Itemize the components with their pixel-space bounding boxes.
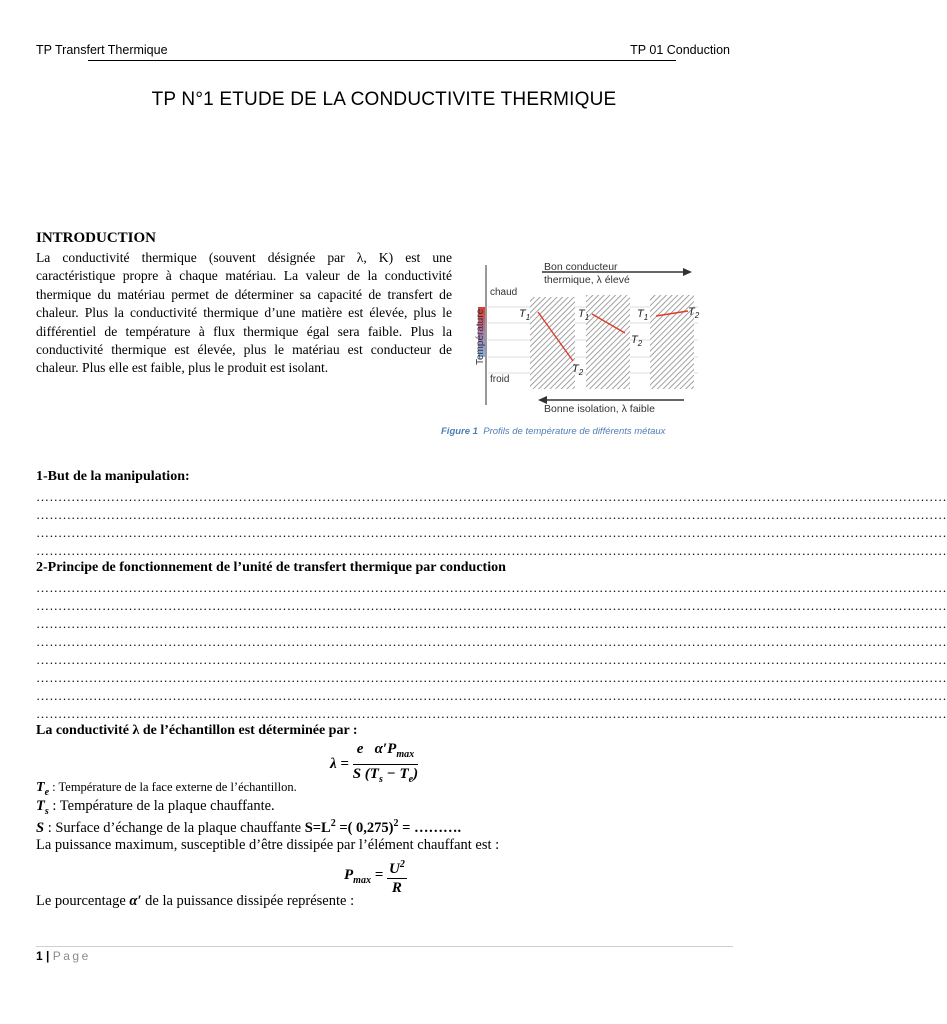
answer-line[interactable]: ………………………………………………………………………………………………………………………………………………………………………………………	[36, 507, 947, 522]
answer-line[interactable]: ………………………………………………………………………………………………………………………………………………………………………………………	[36, 580, 947, 595]
figure-top-label-2: thermique, λ élevé	[544, 274, 630, 286]
footer-divider	[36, 946, 733, 947]
answer-line[interactable]: ………………………………………………………………………………………………………………………………………………………………………………………	[36, 489, 947, 504]
answer-line[interactable]: ………………………………………………………………………………………………………………………………………………………………………………………	[36, 543, 947, 558]
section-2-heading: 2-Principe de fonctionnement de l’unité de transfert thermique par conduction	[36, 560, 506, 575]
answer-line[interactable]: ………………………………………………………………………………………………………………………………………………………………………………………	[36, 525, 947, 540]
answer-line[interactable]: ………………………………………………………………………………………………………………………………………………………………………………………	[36, 688, 947, 703]
svg-text:T2: $T_2$	[688, 306, 700, 320]
svg-text:T1: $T_1$	[578, 308, 590, 322]
svg-text:T1: $T_1$	[519, 308, 531, 322]
svg-text:T2: $T_2$	[631, 334, 643, 348]
definition-ts: $T_s$ : Température de la plaque chauffante.	[36, 798, 275, 817]
figure-top-label-1: Bon conducteur	[544, 261, 618, 273]
svg-text:T1: $T_1$	[637, 308, 649, 322]
temperature-profile-figure	[474, 255, 710, 423]
power-description: La puissance maximum, susceptible d’être dissipée par l’élément chauffant est :	[36, 837, 500, 853]
cold-label: froid	[490, 374, 510, 385]
introduction-heading: INTRODUCTION	[36, 230, 157, 246]
introduction-paragraph: La conductivité thermique (souvent désignée par λ, K) est une caractéristique propre à chaque matériau. La valeur de la conductivité thermique du matériau permet de déterminer sa capacité de transfert de chaleur. Plus la conductivité thermique d’une matière est élevée, plus le différentiel de température à flux thermique égal sera faible. Plus la conductivité thermique est élevée, plus le matériau est conducteur de chaleur. Plus elle est faible, plus le produit est isolant.	[36, 250, 452, 376]
conductivity-formula: λ = $\frac{e \alpha'P_{max}}{S (T_s - T_e)}$	[330, 741, 419, 785]
hot-label: chaud	[490, 287, 518, 298]
answer-line[interactable]: ………………………………………………………………………………………………………………………………………………………………………………………	[36, 616, 947, 631]
figure-bottom-label: Bonne isolation, λ faible	[544, 403, 655, 415]
header-divider	[88, 60, 676, 61]
page-label: Page	[52, 949, 91, 963]
answer-line[interactable]: ………………………………………………………………………………………………………………………………………………………………………………………	[36, 652, 947, 667]
conductivity-heading: La conductivité λ de l’échantillon est déterminée par :	[36, 723, 358, 738]
definition-s: S : Surface d’échange de la plaque chauffante $S=L^2$ =( 0,275)$^2$ = ……….	[36, 818, 462, 836]
material-block-2	[586, 295, 630, 389]
page-footer: 1 | Page	[36, 949, 91, 963]
pmax-formula: $P_{max}$ = $\frac{U^2}{R}$	[344, 856, 407, 897]
header-right-title: TP 01 Conduction	[630, 43, 730, 57]
percentage-description: Le pourcentage α′ de la puissance dissipée représente :	[36, 893, 355, 909]
answer-line[interactable]: ………………………………………………………………………………………………………………………………………………………………………………………	[36, 598, 947, 613]
answer-line[interactable]: ………………………………………………………………………………………………………………………………………………………………………………………	[36, 670, 947, 685]
section-1-heading: 1-But de la manipulation:	[36, 469, 190, 484]
answer-line[interactable]: ………………………………………………………………………………………………………………………………………………………………………………………	[36, 634, 947, 649]
page-title: TP N°1 ETUDE DE LA CONDUCTIVITE THERMIQUE	[151, 89, 617, 110]
definition-te: $T_e$ : Température de la face externe de l’échantillon.	[36, 780, 297, 798]
material-block-1	[530, 297, 575, 389]
figure-caption: Figure 1 Profils de température de différents métaux	[441, 426, 666, 437]
header-left-title: TP Transfert Thermique	[36, 43, 168, 57]
svg-text:T2: $T_2$	[572, 363, 584, 377]
page-number: 1	[36, 949, 43, 963]
axis-label-temperature: Température	[475, 308, 486, 365]
answer-line[interactable]: ………………………………………………………………………………………………………………………………………………………………………………………	[36, 706, 947, 721]
